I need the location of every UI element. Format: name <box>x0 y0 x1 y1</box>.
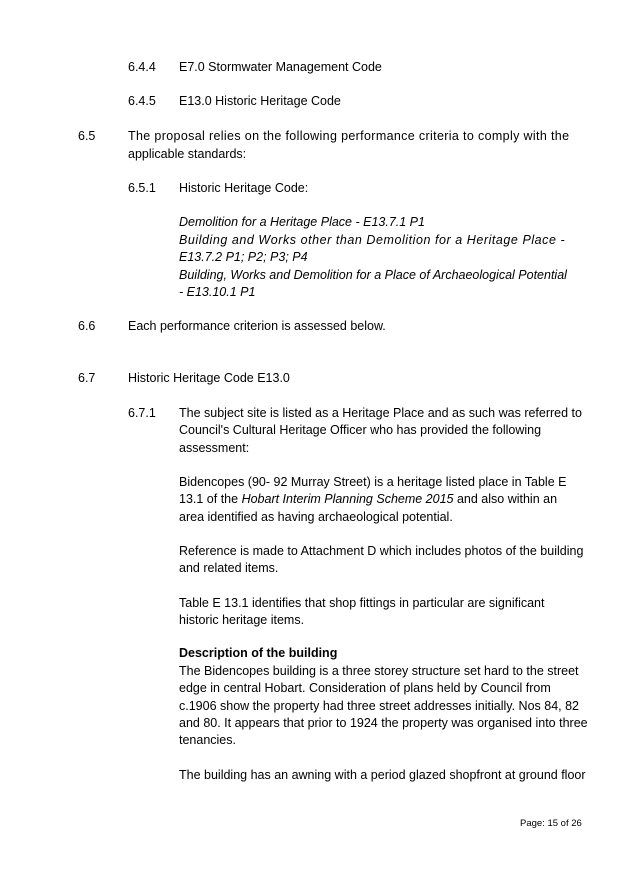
description-para-line-3: c.1906 show the property had three street addresses initially. Nos 84, 82 <box>179 699 579 713</box>
assessment-para-1-line-1: The subject site is listed as a Heritage Place and as such was referred to <box>179 406 582 420</box>
assessment-para-3-line-1: Reference is made to Attachment D which includes photos of the building <box>179 544 584 558</box>
criterion-line-2: Building and Works other than Demolition for a Heritage Place - <box>179 233 566 247</box>
section-number-6-5-1: 6.5.1 <box>128 181 156 195</box>
page-number: Page: 15 of 26 <box>520 818 582 829</box>
section-number-6-6: 6.6 <box>78 319 96 333</box>
description-para-line-4: and 80. It appears that prior to 1924 the property was organised into three <box>179 716 588 730</box>
section-text-6-5-line-1: The proposal relies on the following performance criteria to comply with the <box>128 129 570 143</box>
section-heading-6-7: Historic Heritage Code E13.0 <box>128 371 290 385</box>
section-number-6-7: 6.7 <box>78 371 96 385</box>
section-text-6-4-4: E7.0 Stormwater Management Code <box>179 60 382 74</box>
section-text-6-5-line-2: applicable standards: <box>128 147 247 161</box>
section-number-6-4-5: 6.4.5 <box>128 94 156 108</box>
assessment-para-2-line-2 <box>179 490 557 508</box>
section-number-6-5: 6.5 <box>78 129 96 143</box>
section-text-6-6: Each performance criterion is assessed below. <box>128 319 386 333</box>
criterion-line-4: Building, Works and Demolition for a Place of Archaeological Potential <box>179 268 567 282</box>
planning-scheme-title: Hobart Interim Planning Scheme 2015 <box>241 492 454 506</box>
assessment-para-4-line-1: Table E 13.1 identifies that shop fittings in particular are significant <box>179 596 545 610</box>
criterion-line-1: Demolition for a Heritage Place - E13.7.1 P1 <box>179 215 425 229</box>
section-text-6-4-5: E13.0 Historic Heritage Code <box>179 94 341 108</box>
description-para-line-2: edge in central Hobart. Consideration of plans held by Council from <box>179 681 551 695</box>
assessment-para-2-line-3: area identified as having archaeological potential. <box>179 510 453 524</box>
assessment-para-1-line-3: assessment: <box>179 441 250 455</box>
criterion-line-3: E13.7.2 P1; P2; P3; P4 <box>179 250 308 264</box>
assessment-para-4-line-2: historic heritage items. <box>179 613 305 627</box>
section-number-6-4-4: 6.4.4 <box>128 60 156 74</box>
description-heading: Description of the building <box>179 646 338 660</box>
para-2-post: and also within an <box>453 492 558 506</box>
description-para-line-1: The Bidencopes building is a three storey structure set hard to the street <box>179 664 579 678</box>
assessment-para-2-line-1: Bidencopes (90- 92 Murray Street) is a heritage listed place in Table E <box>179 475 567 489</box>
section-text-6-5-1: Historic Heritage Code: <box>179 181 309 195</box>
para-2-pre: 13.1 of the <box>179 492 242 506</box>
description-para-line-5: tenancies. <box>179 733 236 747</box>
assessment-para-1-line-2: Council's Cultural Heritage Officer who has provided the following <box>179 423 542 437</box>
criterion-line-5: - E13.10.1 P1 <box>179 285 256 299</box>
assessment-para-3-line-2: and related items. <box>179 561 279 575</box>
awning-para-line-1: The building has an awning with a period glazed shopfront at ground floor <box>179 768 586 782</box>
section-number-6-7-1: 6.7.1 <box>128 406 156 420</box>
